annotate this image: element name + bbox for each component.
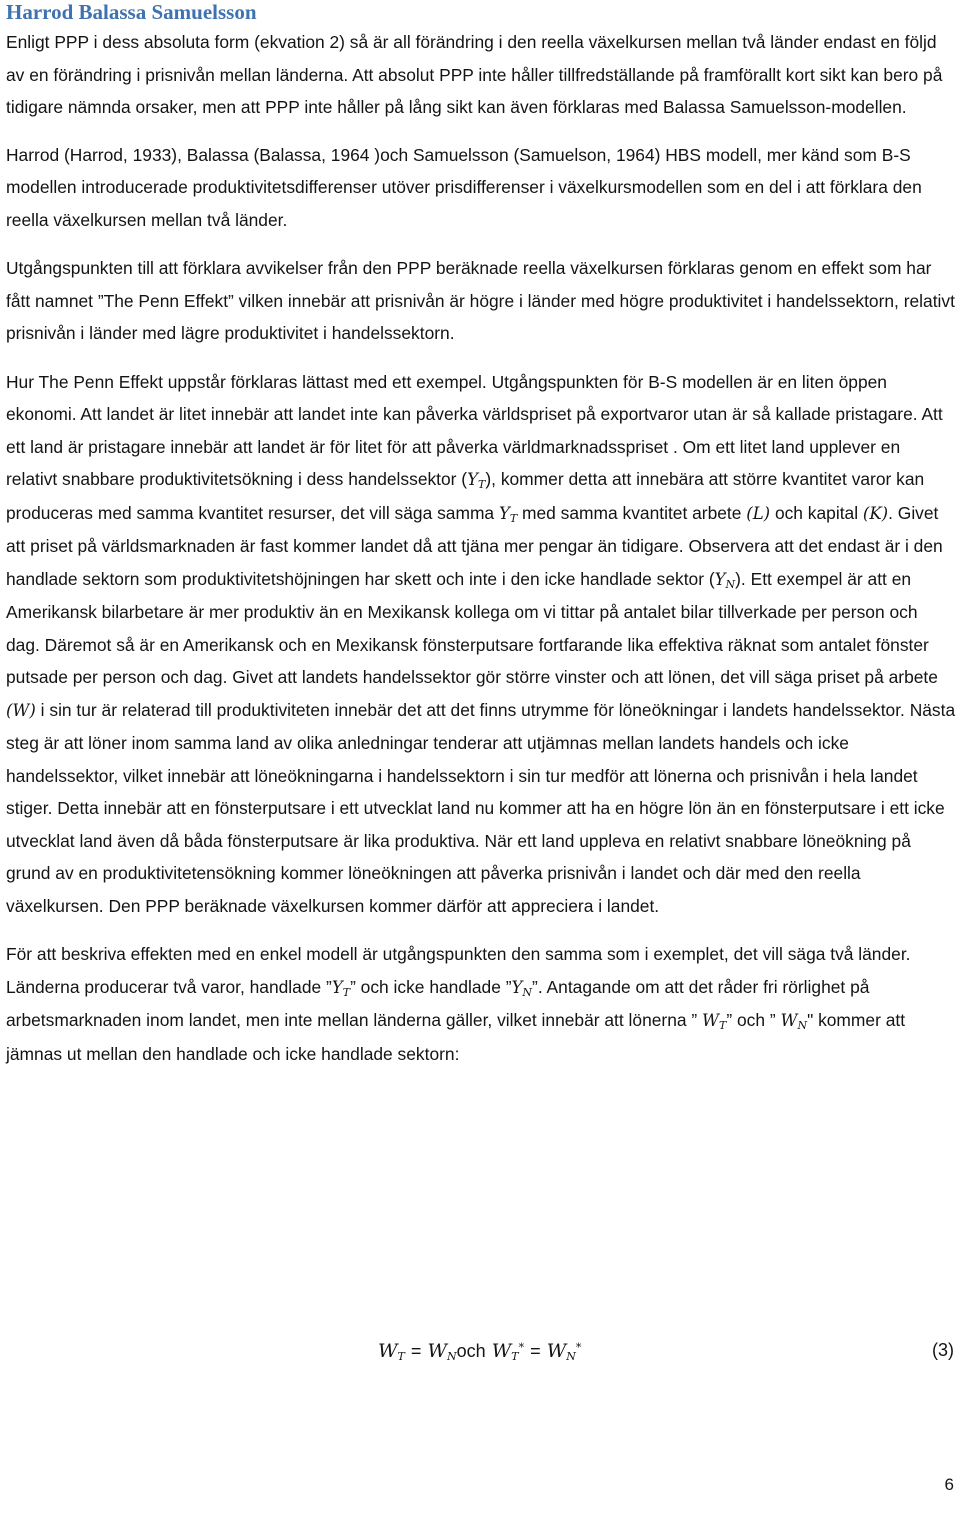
- paragraph-4-text: och kapital: [770, 502, 863, 523]
- equation-number: (3): [932, 1340, 954, 1360]
- paragraph-5-text: ” och icke handlade ”: [350, 976, 512, 997]
- paragraph-4-text: med samma kvantitet arbete: [517, 502, 747, 523]
- math-W-N: $W_N$: [780, 1011, 808, 1033]
- paragraph-5-text: ”. Antagande om att det råder fri rörlighet på arbetsmarknaden inom landet, men inte mellan länderna gäller, vilket innebär att lönerna ”: [6, 976, 870, 1031]
- paragraph-1: Enligt PPP i dess absoluta form (ekvation 2) så är all förändring i den reella växelkursen mellan två länder endast en följd av en förändring i prisnivån mellan länderna. Att absolut PPP inte håller tillfredställande på framförallt kort sikt kan bero på tidigare nämnda orsaker, men att PPP inte håller på lång sikt kan även förklaras med Balassa Samuelsson-modellen.: [6, 32, 943, 117]
- math-Y-N: $Y_N$: [511, 977, 533, 999]
- math-Y-T: $Y_T$: [498, 503, 518, 525]
- paragraph-4-text: ), kommer detta att innebära att större kvantitet varor kan produceras med samma kvantitet resurser, det vill säga samma: [6, 469, 925, 523]
- paragraph-4-text: i sin tur är relaterad till produktiviteten innebär det att det finns utrymme för löneökningar i landets handelssektor. Nästa steg är att löner inom samma land av olika anledningar tenderar att utjämnas mellan landets handels och icke handelssektor, vilket innebär att löneökningarna i handelssektorn i sin tur medför att lönerna och prisnivån i hela landet stiger. Detta innebär att en fönsterputsare i ett utvecklat land nu kommer att ha en högre lön än en fönsterputsare i ett icke utvecklat land även då båda fönsterputsare är lika produktiva. När ett land uppleva en relativt snabbare löneökning på grund av en produktivitetensökning kommer löneökningen att påverka prisnivån i landet och där med den reella växelkursen. Den PPP beräknade växelkursen kommer därför att appreciera i landet.: [6, 699, 956, 916]
- section-heading: Harrod Balassa Samuelsson: [6, 0, 257, 24]
- paragraph-5-text: För att beskriva effekten med en enkel modell är utgångspunkten den samma som i exemplet, det vill säga två länder. Länderna producerar två varor, handlade ”: [6, 944, 911, 997]
- paragraph-4-text: Hur The Penn Effekt uppstår förklaras lättast med ett exempel. Utgångspunkten för B-S modellen är en liten öppen ekonomi. Att landet är litet innebär att landet inte kan påverka världspriset på exportvaror utan är så kallade pristagare. Att ett land är pristagare innebär att landet är för litet för att påverka världmarknadsspriset . Om ett litet land upplever en relativt snabbare produktivitetsökning i dess handelssektor (: [6, 371, 943, 489]
- paragraph-4: [6, 366, 956, 923]
- paragraph-2: Harrod (Harrod, 1933), Balassa (Balassa, 1964 )och Samuelsson (Samuelson, 1964) HBS modell, mer känd som B-S modellen introducerade produktivitetsdifferenser utöver prisdifferenser i växelkursmodellen som en del i att förklara den reella växelkursen mellan två länder.: [6, 144, 922, 230]
- equation-3: [0, 1338, 954, 1370]
- paragraph-4-text: . Givet att priset på världsmarknaden är fast kommer landet då att tjäna mer pengar än tidigare. Observera att det endast är i den handlade sektorn som produktivitetshöjningen har skett och inte i den icke handlade sektor (: [6, 502, 943, 589]
- paragraph-5: [6, 938, 956, 1071]
- page-number: 6: [944, 1475, 954, 1494]
- equation-formula: $W_T = W_Noch$ $W_T^* = W_N^*$: [378, 1340, 582, 1363]
- math-Y-T: $Y_T$: [331, 977, 351, 999]
- paragraph-5-text: ” och ”: [726, 1010, 781, 1031]
- math-Y-T: $Y_T$: [467, 470, 486, 491]
- math-L: (L): [746, 503, 771, 523]
- paragraph-3: Utgångspunkten till att förklara avvikelser från den PPP beräknade reella växelkursen förklaras genom en effekt som har fått namnet ”The Penn Effekt” vilken innebär att prisnivån är högre i länder med högre produktivitet i handelssektorn, relativt prisnivån i länder med lägre produktivitet i handelssektorn.: [6, 258, 955, 343]
- math-W: (W): [6, 700, 36, 720]
- page-content: [6, 0, 956, 1071]
- math-K: (K): [862, 503, 889, 523]
- math-W-T: $W_T$: [702, 1011, 727, 1033]
- paragraph-5-text: " kommer att jämnas ut mellan den handlade och icke handlade sektorn:: [6, 1010, 906, 1065]
- math-Y-N: $Y_N$: [714, 569, 736, 591]
- paragraph-4-text: ). Ett exempel är att en Amerikansk bilarbetare är mer produktiv än en Mexikansk kollega om vi tittar på antalet bilar tillverkade per person och dag. Däremot så är en Amerikansk och en Mexikansk fönsterputsare fortfarande lika effektiva räknat som antalet fönster putsade per person och dag. Givet att landets handelssektor gör större vinster och att lönen, det vill säga priset på arbete: [6, 568, 938, 687]
